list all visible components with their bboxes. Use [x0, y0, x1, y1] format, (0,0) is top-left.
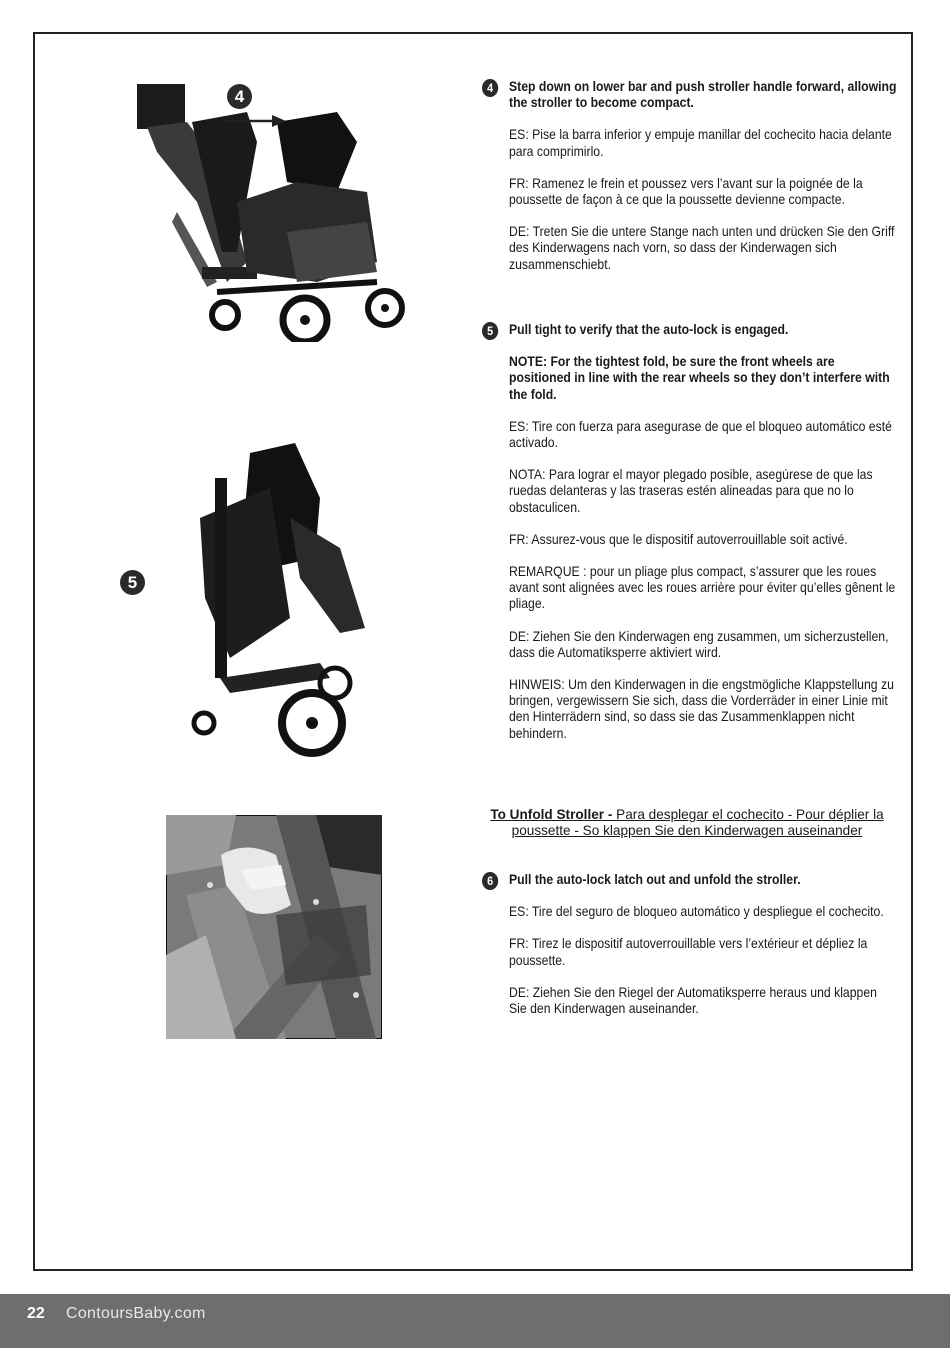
- step-4-instructions: [482, 79, 897, 289]
- step-5-es-note: NOTA: Para lograr el mayor plegado posible, asegúrese de que las ruedas delanteras y las traseras estén alineadas para que no lo obstaculicen.: [509, 467, 873, 515]
- step-4-number: 4: [482, 79, 498, 97]
- page-footer: [0, 1294, 950, 1348]
- step-6-heading: Pull the auto-lock latch out and unfold the stroller.: [509, 872, 801, 887]
- figure-step-6-photo: [166, 815, 382, 1039]
- unfold-section-title: [482, 807, 892, 839]
- step-5-fr-note: REMARQUE : pour un pliage plus compact, s’assurer que les roues avant sont alignées avec les roues arrière pour éviter qu’elles gênent le pliage.: [509, 564, 896, 612]
- unfold-title-bold: To Unfold Stroller -: [490, 807, 613, 822]
- step-4-de: DE: Treten Sie die untere Stange nach unten und drücken Sie den Griff des Kinderwagens nach vorn, so dass der Kinderwagen sich zusammenschiebt.: [509, 224, 895, 272]
- step-6-fr: FR: Tirez le dispositif autoverrouillable vers l’extérieur et dépliez la poussette.: [509, 936, 868, 968]
- step-5-note: NOTE: For the tightest fold, be sure the front wheels are positioned in line with the rear wheels so they don’t interfere with the fold.: [509, 354, 890, 402]
- unfold-title-rest: Para desplegar el cochecito - Pour déplier la poussette - So klappen Sie den Kinderwagen auseinander: [511, 807, 884, 839]
- step-5-de: DE: Ziehen Sie den Kinderwagen eng zusammen, um sicherzustellen, dass die Automatiksperre aktiviert wird.: [509, 628, 889, 660]
- step-5-fr: FR: Assurez-vous que le dispositif autoverrouillable soit activé.: [509, 531, 848, 547]
- figure-step-5-photo: [190, 418, 370, 758]
- step-6-instructions: [482, 872, 884, 1033]
- step-5-heading: Pull tight to verify that the auto-lock is engaged.: [509, 322, 789, 337]
- step-4-fr: FR: Ramenez le frein et poussez vers l’avant sur la poignée de la poussette de façon à ce que la poussette devienne compacte.: [509, 175, 863, 208]
- arrow-right-icon: [224, 114, 286, 128]
- step-5-de-note: HINWEIS: Um den Kinderwagen in die engstmögliche Klappstellung zu bringen, vergewissern Sie sich, dass die Vorderräder in einer Linie mit den Hinterrädern sind, so dass sie das Zusammenklappen nicht behindern.: [509, 677, 894, 741]
- step-5-es: ES: Tire con fuerza para asegurase de que el bloqueo automático esté activado.: [509, 418, 892, 451]
- step-6-de: DE: Ziehen Sie den Riegel der Automatiksperre heraus und klappen Sie den Kinderwagen auseinander.: [509, 984, 877, 1017]
- step-5-number: 5: [482, 322, 498, 340]
- figure-5-label: 5: [120, 570, 145, 595]
- step-4-heading: Step down on lower bar and push stroller handle forward, allowing the stroller to become compact.: [509, 79, 897, 111]
- step-5-instructions: [482, 322, 896, 758]
- figure-4-label: 4: [227, 84, 252, 109]
- page-number: 22: [27, 1305, 45, 1322]
- step-4-es: ES: Pise la barra inferior y empuje manillar del cochecito hacia delante para comprimirlo.: [509, 127, 892, 159]
- step-6-es: ES: Tire del seguro de bloqueo automático y despliegue el cochecito.: [509, 904, 884, 920]
- website-link[interactable]: ContoursBaby.com: [66, 1305, 206, 1322]
- step-6-number: 6: [482, 872, 498, 890]
